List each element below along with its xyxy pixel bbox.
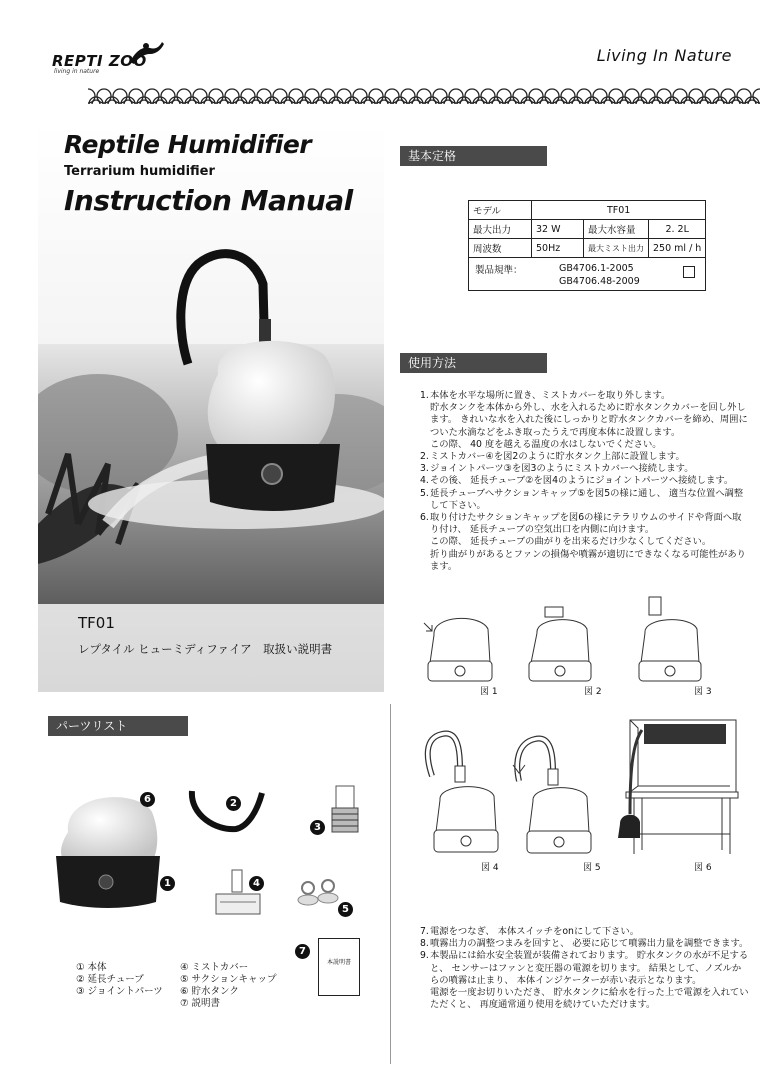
cover-subtitle: Terrarium humidifier: [64, 164, 215, 179]
list-item: [420, 390, 750, 451]
figure-5-illustration: [505, 735, 595, 857]
list-item: [420, 512, 750, 573]
legend-item: ① 本体: [76, 962, 107, 973]
step-text: ジョイントパーツ③を図3のようにミストカバーへ接続します。: [430, 463, 694, 475]
usage-steps-continued: [420, 926, 750, 1011]
spec-value-frequency: 50Hz: [532, 239, 584, 258]
legend-item: ③ ジョイントパーツ: [76, 986, 163, 997]
step-number: 9.: [420, 950, 429, 962]
figure-4-illustration: [412, 728, 502, 858]
certification-mark-icon: [683, 266, 695, 278]
list-item: [420, 950, 750, 1011]
part-tube-photo: [186, 785, 266, 835]
cover-model-number: TF01: [78, 614, 115, 632]
spec-value-model: TF01: [532, 201, 706, 220]
step-text: 本体を水平な場所に置き、ミストカバーを取り外します。 貯水タンクを本体から外し、水を入れるために貯水タンクカバーを回し外します。 きれいな水を入れた後にしっかりと貯水タンクカバーを締め、周囲についた水滴などをふき取ったうえで再度本体に設置します。 この際、 40 度を越える温度の水はしないでください。: [430, 390, 748, 450]
spec-standard-values: [559, 262, 640, 288]
list-item: [420, 938, 750, 950]
figure-1-label: 図 1: [480, 687, 498, 697]
figure-3-label: 図 3: [694, 687, 712, 697]
figure-6-illustration: [612, 714, 742, 856]
spec-standard-1: GB4706.1-2005: [559, 263, 634, 274]
parts-legend-col1: [76, 962, 163, 998]
part-badge-4: 4: [249, 876, 264, 891]
step-number: 2.: [420, 451, 429, 463]
logo-text: REPTI ZOO: [52, 52, 147, 70]
cover-panel: [38, 124, 384, 692]
list-item: [420, 463, 750, 475]
step-text: 電源をつなぎ、 本体スイッチをonにして下さい。: [430, 926, 640, 937]
logo-tagline: living in nature: [54, 68, 100, 75]
figure-2-label: 図 2: [584, 687, 602, 697]
step-number: 5.: [420, 487, 429, 499]
part-badge-6: 6: [140, 792, 155, 807]
step-text: その後、 延長チューブ②を図4のようにジョイントパーツへ接続します。: [430, 475, 734, 487]
spec-key-capacity: 最大水容量: [584, 220, 649, 239]
step-number: 3.: [420, 463, 429, 475]
step-number: 8.: [420, 938, 429, 950]
legend-item: ⑦ 説明書: [180, 998, 221, 1009]
figure-2-illustration: [525, 603, 595, 685]
spec-standard-cell: [469, 258, 706, 291]
spec-section-title: 基本定格: [400, 146, 547, 166]
spec-table: [468, 200, 706, 291]
spec-key-mist: 最大ミスト出力: [584, 239, 649, 258]
part-suction-cap-photo: [296, 878, 342, 910]
spec-key-power: 最大出力: [469, 220, 532, 239]
parts-section-title: パーツリスト: [48, 716, 188, 736]
part-manual: [318, 938, 360, 996]
table-row: [469, 258, 706, 291]
step-number: 1.: [420, 390, 429, 401]
spec-standard-2: GB4706.48-2009: [559, 276, 640, 287]
usage-steps: [420, 390, 750, 573]
part-badge-5: 5: [338, 902, 353, 917]
list-item: [420, 451, 750, 463]
step-text: ミストカバー④を図2のように貯水タンク上部に設置します。: [430, 451, 685, 463]
figure-1-illustration: [420, 605, 500, 685]
spec-standard-label: 製品規準：: [475, 265, 523, 276]
part-badge-2: 2: [226, 796, 241, 811]
cover-title: Reptile Humidifier: [64, 130, 312, 159]
part-badge-7: 7: [295, 944, 310, 959]
step-text: 噴霧出力の調整つまみを回すと、 必要に応じて噴霧出力量を調整できます。: [430, 938, 749, 950]
step-text: 本製品には給水安全装置が装備されております。 貯水タンクの水が不足すると、 センサーはファンと変圧器の電源を切ります。 結果として、ノズルからの噴霧は止まり、 本体インジケーターが赤い表示となります。 電源を一度お切りいただき、 貯水タンクに給水を行った上で電源を入れていただくと、 再度通常通り使用を続けていただけます。: [430, 950, 749, 1011]
spec-key-frequency: 周波数: [469, 239, 532, 258]
spec-value-power: 32 W: [532, 220, 584, 239]
step-number: 6.: [420, 512, 429, 524]
cover-heading: Instruction Manual: [64, 184, 353, 217]
step-text: 延長チューブへサクションキャップ⑤を図5の様に通し、 適当な位置へ調整して下さい。: [430, 487, 744, 511]
step-number: 4.: [420, 475, 429, 487]
list-item: [420, 488, 750, 512]
part-badge-3: 3: [310, 820, 325, 835]
part-joint-photo: [330, 784, 360, 834]
table-row: [469, 220, 706, 239]
figure-5-label: 図 5: [583, 863, 601, 873]
spec-value-capacity: 2. 2L: [649, 220, 706, 239]
legend-item: ④ ミストカバー: [180, 962, 249, 973]
table-row: [469, 201, 706, 220]
legend-item: ⑤ サクションキャップ: [180, 974, 277, 985]
product-photo: [38, 224, 384, 604]
figure-4-label: 図 4: [481, 863, 499, 873]
brand-logo: [52, 40, 182, 80]
legend-item: ② 延長チューブ: [76, 974, 144, 985]
step-number: 7.: [420, 926, 429, 937]
column-divider: [390, 704, 391, 1064]
figure-3-illustration: [635, 595, 705, 685]
parts-legend-col2: [180, 962, 276, 1010]
figure-6-label: 図 6: [694, 863, 712, 873]
usage-section-title: 使用方法: [400, 353, 547, 373]
spec-value-mist: 250 ml / h: [649, 239, 706, 258]
table-row: [469, 239, 706, 258]
legend-item: ⑥ 貯水タンク: [180, 986, 239, 997]
list-item: [420, 926, 750, 938]
step-text: 取り付けたサクションキャップを図6の様にテラリウムのサイドや背面へ取り付け、 延長チューブの空気出口を内側に向けます。 この際、 延長チューブの曲がりを出来るだけ少なくしてください。 折り曲がりがあるとファンの損傷や噴霧が適切にできなくなる可能性があります。: [430, 512, 746, 572]
part-badge-1: 1: [160, 876, 175, 891]
cover-caption: レプタイル ヒューミディファイア 取扱い説明書: [78, 642, 333, 656]
wave-pattern-band: [88, 88, 760, 104]
list-item: [420, 475, 750, 487]
spec-key-model: モデル: [469, 201, 532, 220]
manual-label: 本説明書: [326, 959, 351, 966]
header-tagline: Living In Nature: [596, 46, 732, 65]
